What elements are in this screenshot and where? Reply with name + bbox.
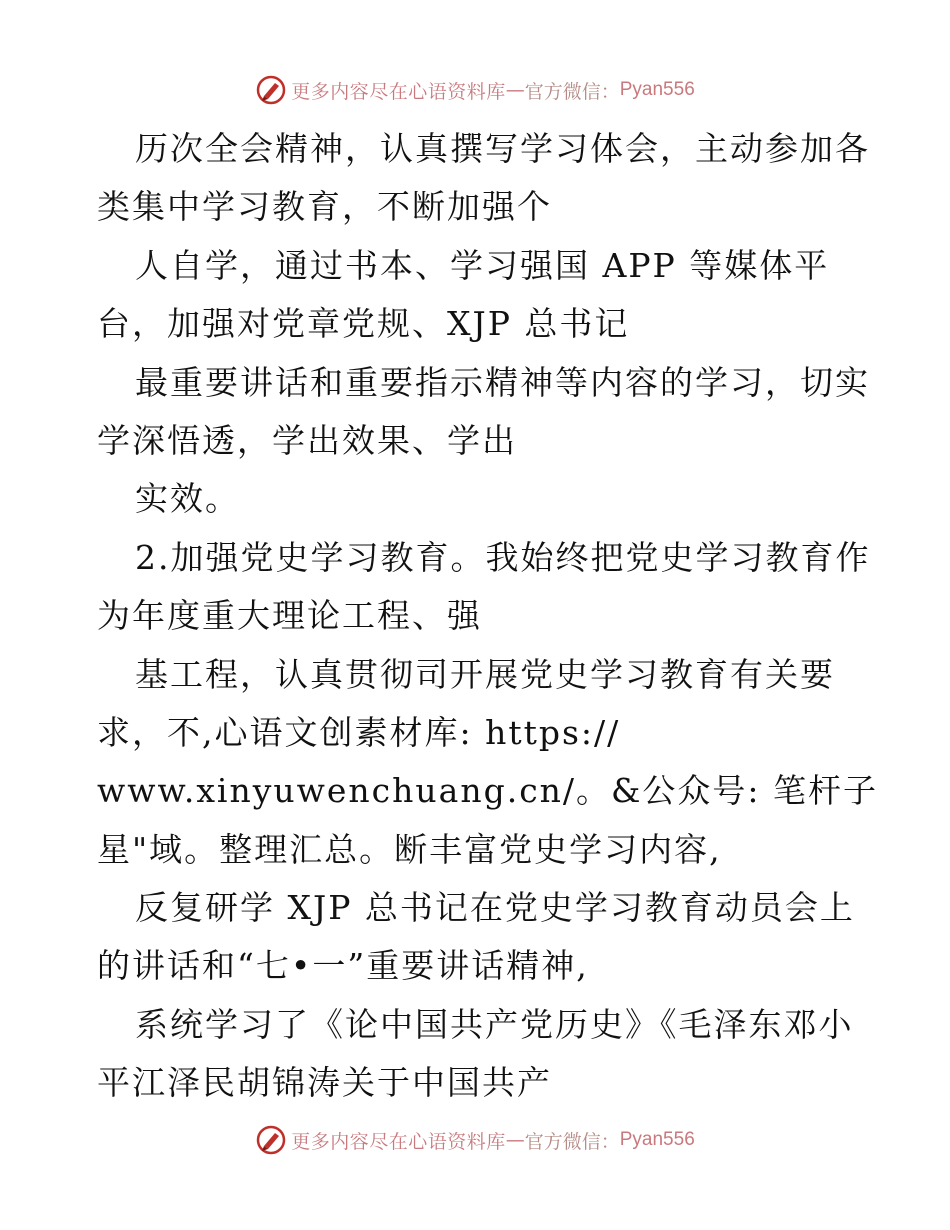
banner-site-text: 更多内容尽在心语资料库 (291, 80, 506, 103)
text-line: 系统学习了《论中国共产党历史》《毛泽东邓小 (135, 1004, 854, 1044)
banner-separator: — (505, 79, 525, 101)
banner-wechat-id: Pyan556 (619, 79, 695, 100)
text-line: 求，不,心语文创素材库: https:// (97, 712, 621, 752)
banner-site-text: 更多内容尽在心语资料库 (291, 1130, 506, 1153)
text-line: 的讲话和“七•一”重要讲话精神, (97, 946, 589, 986)
text-line: 为年度重大理论工程、强 (97, 596, 482, 636)
text-line: 2.加强党史学习教育。我始终把党史学习教育作 (135, 537, 871, 577)
text-line: 台，加强对党章党规、XJP 总书记 (97, 304, 630, 344)
banner-wechat-id: Pyan556 (619, 1129, 695, 1150)
text-line: 反复研学 XJP 总书记在党史学习教育动员会上 (135, 888, 855, 928)
text-line: 历次全会精神，认真撰写学习体会，主动参加各 (135, 129, 870, 168)
text-line: 类集中学习教育，不断加强个 (97, 187, 552, 227)
document-body (97, 120, 887, 1113)
text-line: 平江泽民胡锦涛关于中国共产 (97, 1063, 552, 1103)
text-line: 实效。 (135, 479, 240, 519)
pen-logo-icon (255, 1124, 287, 1156)
text-line: 学深悟透，学出效果、学出 (97, 420, 517, 460)
banner-separator: — (505, 1129, 525, 1151)
text-line: www.xinyuwenchuang.cn/。&公众号: 笔杆子 (97, 771, 879, 811)
text-line: 星"域。整理汇总。断丰富党史学习内容, (97, 829, 722, 869)
footer-banner (0, 1120, 950, 1160)
text-line: 基工程，认真贯彻司开展党史学习教育有关要 (135, 654, 835, 694)
header-banner (0, 70, 950, 110)
banner-wechat-label: 官方微信： (524, 1130, 620, 1153)
banner-wechat-label: 官方微信： (524, 80, 620, 103)
text-line: 最重要讲话和重要指示精神等内容的学习，切实 (135, 362, 870, 402)
text-line: 人自学，通过书本、学习强国 APP 等媒体平 (135, 245, 830, 285)
pen-logo-icon (255, 74, 287, 106)
